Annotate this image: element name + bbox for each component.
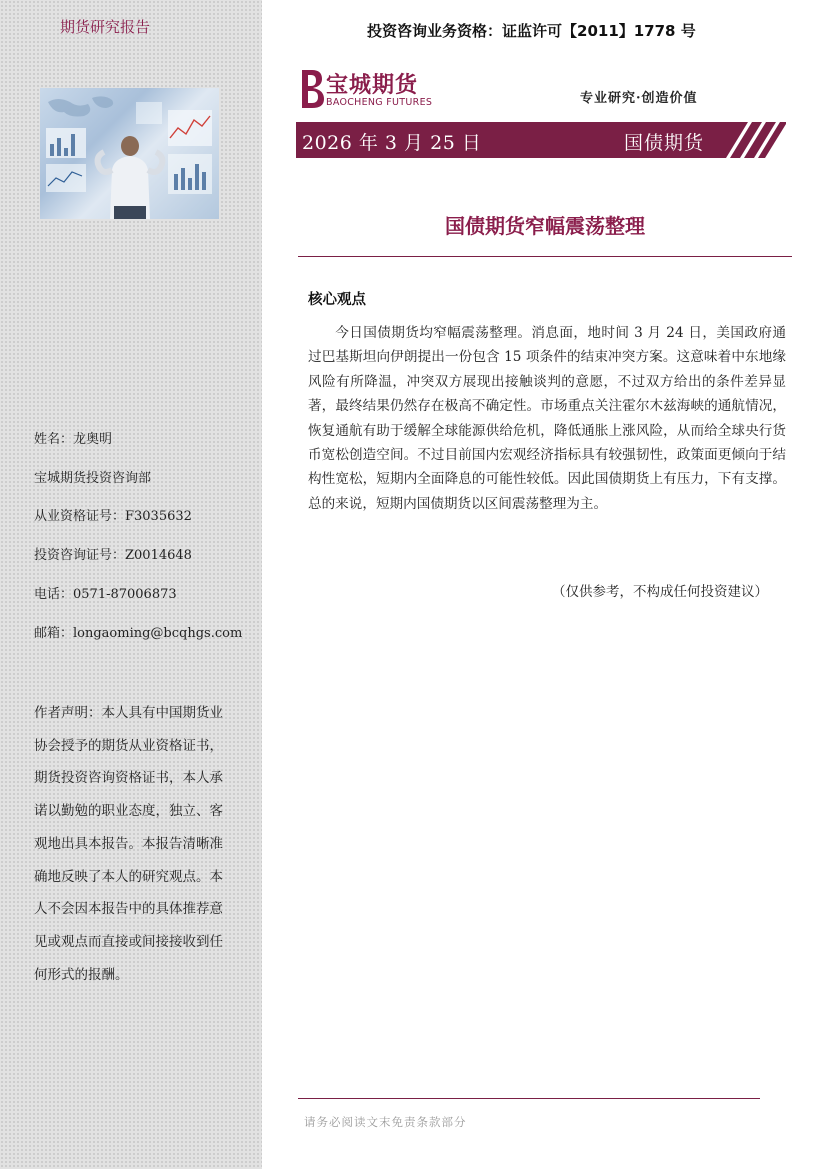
title-divider [298,256,792,257]
consult-license-number: 投资咨询证号：Z0014648 [34,548,192,563]
date-category-banner [296,122,786,158]
analyst-chart-illustration-icon [40,88,219,219]
license-statement: 投资咨询业务资格：证监许可【2011】1778 号 [367,22,696,40]
report-date: 2026 年 3 月 25 日 [302,132,482,154]
report-type-label: 期货研究报告 [60,18,151,36]
email-address: 邮箱：longaoming@bcqhgs.com [34,626,243,641]
report-category: 国债期货 [624,132,705,154]
cover-photo [40,88,219,219]
logo-english-name: BAOCHENG FUTURES [326,97,433,108]
footer-divider [298,1098,760,1099]
department: 宝城期货投资咨询部 [34,471,152,486]
phone-number: 电话：0571-87006873 [34,587,177,602]
author-declaration: 作者声明：本人具有中国期货业协会授予的期货从业资格证书，期货投资咨询资格证书，本人承诺以勤勉的职业态度，独立、客观地出具本报告。本报告清晰准确地反映了本人的研究观点。本人不会因本报告中的具体推荐意见或观点而直接或间接接收到任何形式的报酬。 [34,705,223,983]
core-view-paragraph: 今日国债期货均窄幅震荡整理。消息面，地时间 3 月 24 日，美国政府通过巴基斯坦向伊朗提出一份包含 15 项条件的结束冲突方案。这意味着中东地缘风险有所降温，冲突双方展现出接触谈判的意愿，不过双方给出的条件差异显著，最终结果仍然存在极高不确定性。市场重点关注霍尔木兹海峡的通航情况，恢复通航有助于缓解全球能源供给危机，降低通胀上涨风险，从而给全球央行货币宽松创造空间。不过目前国内宏观经济指标具有较强韧性，政策面更倾向于结构性宽松，短期内全面降息的可能性较低。因此国债期货上有压力，下有支撑。总的来说，短期内国债期货以区间震荡整理为主。 [308,325,786,512]
report-title: 国债期货窄幅震荡整理 [445,214,645,238]
footer-note: 请务必阅读文末免责条款部分 [304,1115,467,1129]
practice-license-number: 从业资格证号：F3035632 [34,509,192,524]
sidebar [0,0,262,1169]
logo-chinese-name: 宝城期货 [326,72,419,98]
baocheng-logo-icon [298,66,326,112]
section-heading: 核心观点 [308,291,366,308]
author-name: 姓名：龙奥明 [34,432,113,447]
company-logo [298,66,438,112]
slogan: 专业研究·创造价值 [580,91,698,106]
advice-disclaimer: （仅供参考，不构成任何投资建议） [552,584,768,600]
